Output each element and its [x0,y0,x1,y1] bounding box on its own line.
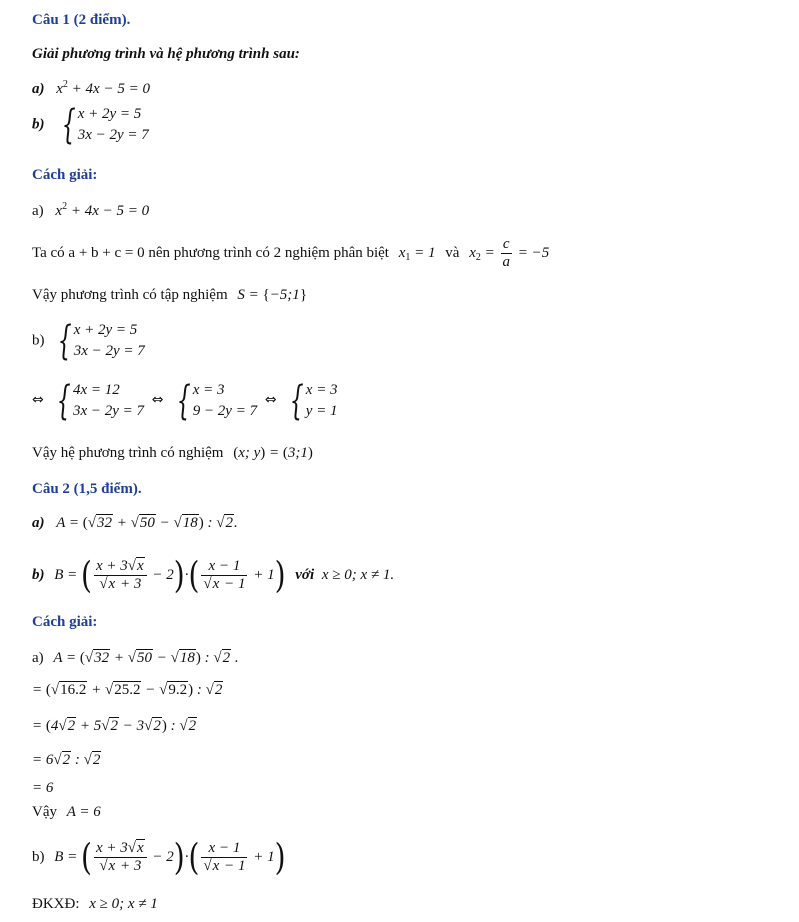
q1-title: Câu 1 (2 điểm). [32,12,131,28]
q1-sol-text1-label: Ta có a + b + c = 0 nên phương trình có 2 nghiệm phân biệt [32,244,389,261]
q1-solution-heading: Cách giải: [32,167,98,183]
q2-conclusion [32,802,101,822]
q1-part-b [32,104,149,146]
q1-sol-b [32,320,145,362]
q2-part-b [32,553,395,597]
q2-condition: x ≥ 0; x ≠ 1. [321,566,395,583]
q2-b-label: b) [32,566,45,583]
q1-sol-text3 [32,443,313,463]
q1-sol-b-label: b) [32,332,45,349]
q2-solution-heading: Cách giải: [32,614,98,630]
q1-sol-a-equation: $x^2 + 4x - 5 = 0$ [55,201,150,219]
q1-b-row2: 3x − 2y = 7 [77,127,149,143]
q2-conclusion-value: A = 6 [66,804,101,820]
q1-step3-row2: y = 1 [305,403,338,419]
q2-a-label: a) [32,515,45,531]
q2-step1: = (√16.2 + √25.2 − √9.2) : √2 [32,682,223,698]
q1-sol-and: và [445,244,460,261]
q1-a-equation: $x^2 + 4x - 5 = 0$ [56,79,150,97]
q1-sol-text2-label: Vậy phương trình có tập nghiệm [32,287,228,303]
q1-step2-row2: 9 − 2y = 7 [192,403,258,419]
q1-sol-b-row2: 3x − 2y = 7 [73,343,145,359]
q1-sol-b-row1: x + 2y = 5 [73,322,138,338]
q2-with: với [295,566,315,583]
q2-step2: = (4√2 + 5√2 − 3√2) : √2 [32,718,197,734]
q1-a-label: a) [32,81,45,97]
q2-title: Câu 2 (1,5 điểm). [32,481,142,497]
q2-sol-b-expression: B = ( $\frac{x + 3√x}{√x + 3}$ − 2)·( $\frac{x - 1}{√x - 1}$ + 1) [54,835,286,879]
q1-system-answer: (x; y) = (3;1) [233,445,313,461]
q2-dkxd-condition: x ≥ 0; x ≠ 1 [89,896,158,912]
q1-step1-row2: 3x − 2y = 7 [72,403,144,419]
q1-sol-text3-label: Vậy hệ phương trình có nghiệm [32,445,224,461]
q1-b-label: b) [32,116,45,133]
q1-solution-set: S = {−5;1} [237,287,308,303]
q2-sol-a-expression: A = (√32 + √50 − √18) : √2 . [53,650,239,666]
q2-sol-a-label: a) [32,650,44,666]
q2-step4: = 6 [32,780,54,796]
q1-root1: $x_1 = 1$ [398,244,436,263]
q1-sol-b-system: { x + 2y = 5 3x − 2y = 7 [57,318,145,364]
q2-step3: = 6√2 : √2 [32,752,101,768]
q1-step1: { 4x = 12 3x − 2y = 7 [57,378,144,424]
q1-sol-a-label: a) [32,203,44,219]
q1-sol-text1 [32,236,549,271]
q1-step3-row1: x = 3 [305,382,338,398]
q1-sol-text2 [32,285,307,305]
q1-sol-a [32,197,149,221]
q1-step1-row1: 4x = 12 [72,382,120,398]
q1-b-system: { x + 2y = 5 3x − 2y = 7 [61,102,149,148]
q2-b-expression: B = ( $\frac{x + 3√x}{√x + 3}$ − 2)·( $\frac{x - 1}{√x - 1}$ + 1) [54,553,286,597]
q2-a-expression: A = (√32 + √50 − √18) : √2. [56,515,238,531]
q1-part-a [32,75,150,99]
q1-prompt: Giải phương trình và hệ phương trình sau: [32,46,300,62]
q1-b-row1: x + 2y = 5 [77,106,142,122]
q1-sol-steps: ⇔ { 4x = 12 3x − 2y = 7 ⇔ { x = 3 9 − 2y = 7 ⇔ { x = 3 y = 1 [32,378,338,424]
q1-step2-row1: x = 3 [192,382,225,398]
q2-dkxd [32,894,158,914]
q2-conclusion-label: Vậy [32,804,57,820]
q2-sol-b [32,835,286,879]
q1-step2: { x = 3 9 − 2y = 7 [176,378,258,424]
q2-dkxd-label: ĐKXĐ: [32,896,80,912]
q1-step3: { x = 3 y = 1 [290,378,338,424]
q2-sol-a [32,648,239,668]
q1-root2: $x_2$ = $\frac{c}{a}$ = −5 [469,236,550,270]
q2-part-a [32,513,238,533]
q2-sol-b-label: b) [32,848,45,865]
